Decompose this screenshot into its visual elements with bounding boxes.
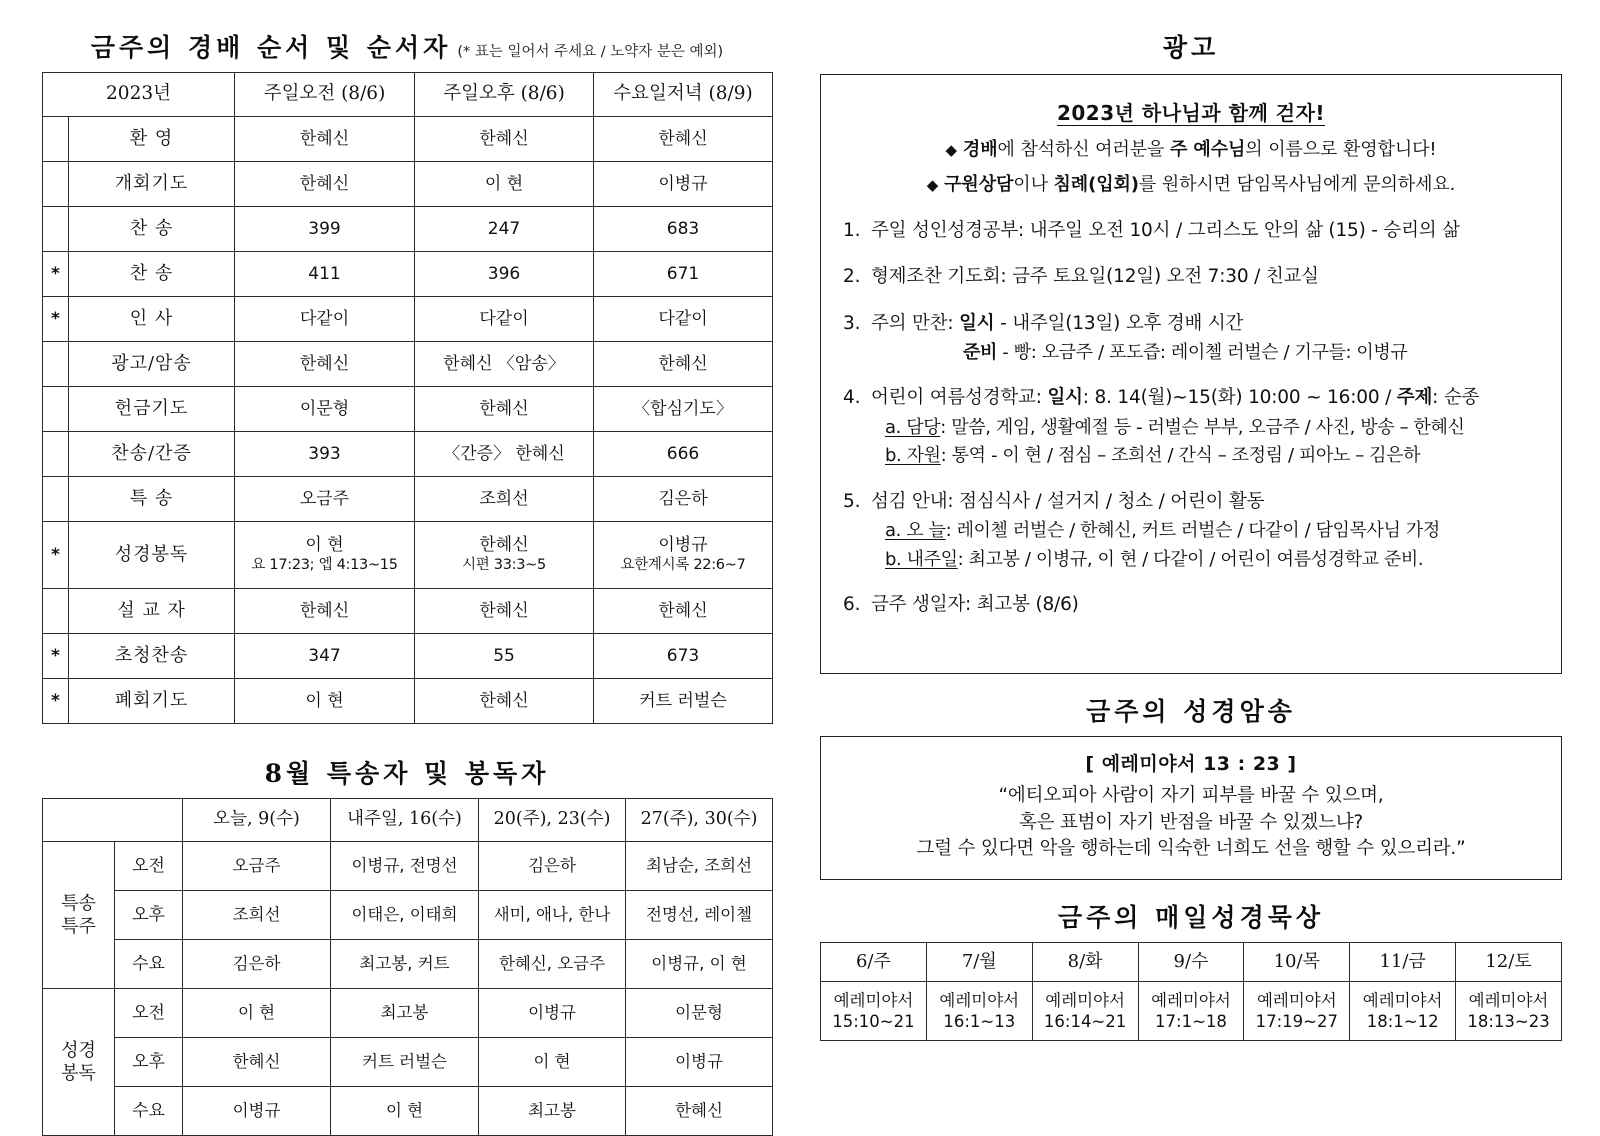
daily-reading-cell	[821, 981, 927, 1040]
assignment-cell: 한혜신	[183, 1038, 331, 1087]
announce-bullet-text: 구원상담이나 침례(입회)를 원하시면 담임목사님에게 문의하세요.	[944, 174, 1456, 195]
month-section-title: 8월 특송자 및 봉독자	[264, 759, 550, 788]
order-cell-am: 이 현	[235, 679, 415, 724]
bible-verse-range: 15:10~21	[832, 1011, 915, 1031]
verse-line: 혹은 표범이 자기 반점을 바꿀 수 있겠느냐?	[1018, 811, 1364, 833]
order-cell-am: 한혜신	[235, 589, 415, 634]
daily-day-header: 9/수	[1138, 942, 1244, 981]
bible-verse-range: 18:1~12	[1366, 1011, 1439, 1031]
order-cell-pm: 한혜신	[415, 387, 594, 432]
daily-reading-cell	[1032, 981, 1138, 1040]
order-cell-am: 한혜신	[235, 162, 415, 207]
header-year: 2023년	[43, 73, 235, 117]
table-row	[43, 162, 773, 207]
order-item-label: 찬 송	[69, 207, 235, 252]
announce-item	[843, 592, 1539, 618]
bible-verse-range: 16:1~13	[943, 1011, 1016, 1031]
header-blank	[43, 799, 183, 842]
order-cell-am: 오금주	[235, 477, 415, 522]
assignment-cell: 이 현	[479, 1038, 626, 1087]
bible-verse-range: 16:14~21	[1043, 1011, 1127, 1031]
order-item-label: 찬 송	[69, 252, 235, 297]
standing-marker: *	[43, 634, 69, 679]
order-cell-pm: 이 현	[415, 162, 594, 207]
left-column	[42, 28, 772, 1136]
announce-item-subtext: a. 오 늘: 레이첼 러벌슨 / 한혜신, 커트 러벌슨 / 다같이 / 담임목사님 가정	[885, 519, 1440, 541]
order-cell-pm: 한혜신	[415, 679, 594, 724]
table-row	[43, 522, 773, 589]
announce-bullet-text: 경배에 참석하신 여러분을 주 예수님의 이름으로 환영합니다!	[962, 139, 1437, 160]
table-row	[821, 981, 1562, 1040]
order-item-label: 개회기도	[69, 162, 235, 207]
order-cell-wed: 이병규 요한계시록 22:6~7	[594, 522, 773, 589]
daily-day-header: 7/월	[926, 942, 1032, 981]
table-row	[43, 1038, 773, 1087]
announce-item-text: 주의 만찬: 일시 - 내주일(13일) 오후 경배 시간	[871, 312, 1244, 334]
order-cell-pm: 396	[415, 252, 594, 297]
right-column	[820, 28, 1562, 1041]
order-item-label: 찬송/간증	[69, 432, 235, 477]
order-cell-am: 이문형	[235, 387, 415, 432]
order-title-note: (* 표는 일어서 주세요 / 노약자 분은 예외)	[457, 44, 724, 60]
verse-reference: [ 예레미야서 13 : 23 ]	[1085, 753, 1297, 775]
order-cell-wed: 이병규	[594, 162, 773, 207]
order-cell-pm: 한혜신 시편 33:3~5	[415, 522, 594, 589]
order-cell-pm: 조희선	[415, 477, 594, 522]
daily-reading-cell	[1350, 981, 1456, 1040]
header-sunday-am: 주일오전 (8/6)	[235, 73, 415, 117]
group-label: 성경 봉독	[43, 989, 115, 1136]
scripture-reference: 요한계시록 22:6~7	[620, 557, 746, 574]
announce-item-text: 금주 생일자: 최고봉 (8/6)	[871, 594, 1079, 616]
order-item-label: 설 교 자	[69, 589, 235, 634]
announce-item-number: 5.	[843, 490, 861, 512]
standing-marker	[43, 432, 69, 477]
announce-item-text: 섬김 안내: 점심식사 / 설거지 / 청소 / 어린이 활동	[871, 490, 1265, 512]
table-row	[43, 842, 773, 891]
announce-bullet	[843, 170, 1539, 196]
daily-reading-cell	[1456, 981, 1562, 1040]
announce-item-number: 3.	[843, 312, 861, 334]
verse-line: 그럴 수 있다면 악을 행하는데 익숙한 너희도 선을 행할 수 있으리라.”	[916, 838, 1466, 860]
table-row	[43, 117, 773, 162]
announce-bullet	[843, 135, 1539, 161]
header-week-3: 20(주), 23(수)	[479, 799, 626, 842]
announce-item-text: 주일 성인성경공부: 내주일 오전 10시 / 그리스도 안의 삶 (15) - 승리의 삶	[871, 220, 1460, 241]
table-row	[43, 207, 773, 252]
announce-item-body	[871, 264, 1539, 290]
verse-section-title: 금주의 성경암송	[1086, 697, 1296, 726]
order-item-label: 초청찬송	[69, 634, 235, 679]
bible-book-name: 예레미야서	[1468, 990, 1549, 1010]
assignment-cell: 이병규	[626, 1038, 773, 1087]
announce-item-subtext: a. 담당: 말씀, 게임, 생활예절 등 - 러벌슨 부부, 오금주 / 사진, 방송 – 한혜신	[885, 416, 1465, 438]
bible-book-name: 예레미야서	[1045, 990, 1125, 1010]
announce-headline-text: 2023년 하나님과 함께 걷자!	[1056, 101, 1326, 125]
standing-marker: *	[43, 297, 69, 342]
announce-item-subtext: b. 내주일: 최고봉 / 이병규, 이 현 / 다같이 / 어린이 여름성경학교 준비.	[885, 548, 1424, 570]
order-cell-wed: 683	[594, 207, 773, 252]
order-cell-am: 한혜신	[235, 117, 415, 162]
order-cell-am: 다같이	[235, 297, 415, 342]
announce-headline	[843, 97, 1539, 126]
bible-book-name: 예레미야서	[1151, 990, 1231, 1010]
assignment-cell: 이 현	[331, 1087, 479, 1136]
announce-item-number: 6.	[843, 594, 861, 616]
monthly-assignment-table	[42, 798, 773, 1136]
memory-verse-box	[820, 736, 1562, 880]
diamond-icon: ◆	[926, 176, 939, 194]
verse-line: “에티오피아 사람이 자기 피부를 바꿀 수 있으며,	[998, 785, 1384, 806]
table-row	[43, 252, 773, 297]
announce-item-text: 형제조찬 기도회: 금주 토요일(12일) 오전 7:30 / 친교실	[871, 266, 1319, 288]
daily-day-header: 11/금	[1350, 942, 1456, 981]
service-time-label: 오후	[115, 1038, 183, 1087]
bible-verse-range: 17:1~18	[1155, 1011, 1227, 1031]
order-cell-wed: 671	[594, 252, 773, 297]
assignment-cell: 이병규, 전명선	[331, 842, 479, 891]
table-row	[43, 940, 773, 989]
table-row	[43, 589, 773, 634]
standing-marker: *	[43, 252, 69, 297]
announcements-box	[820, 74, 1562, 674]
scripture-reference: 시편 33:3~5	[462, 557, 546, 574]
assignment-cell: 전명선, 레이첼	[626, 891, 773, 940]
order-cell-pm: 〈간증〉 한혜신	[415, 432, 594, 477]
standing-marker	[43, 387, 69, 432]
announce-item	[843, 489, 1539, 572]
order-cell-wed: 커트 러벌슨	[594, 679, 773, 724]
announce-item-number: 2.	[843, 266, 861, 288]
order-title-main: 금주의 경배 순서 및 순서자	[90, 33, 452, 62]
bible-book-name: 예레미야서	[1362, 990, 1443, 1010]
announce-item	[843, 385, 1539, 468]
order-item-label: 특 송	[69, 477, 235, 522]
assignment-cell: 오금주	[183, 842, 331, 891]
assignment-cell: 새미, 애나, 한나	[479, 891, 626, 940]
daily-day-header: 12/토	[1456, 942, 1562, 981]
order-cell-wed: 김은하	[594, 477, 773, 522]
order-item-label: 성경봉독	[69, 522, 235, 589]
assignment-cell: 최고봉	[331, 989, 479, 1038]
announce-item-body	[871, 489, 1539, 572]
daily-day-header: 6/주	[821, 942, 927, 981]
order-item-label: 광고/암송	[69, 342, 235, 387]
order-cell-am: 393	[235, 432, 415, 477]
order-cell-wed: 〈합심기도〉	[594, 387, 773, 432]
standing-marker	[43, 162, 69, 207]
order-cell-wed: 한혜신	[594, 342, 773, 387]
order-cell-pm: 55	[415, 634, 594, 679]
daily-reading-cell	[1138, 981, 1244, 1040]
bible-verse-range: 17:19~27	[1255, 1011, 1338, 1031]
order-cell-pm: 한혜신	[415, 117, 594, 162]
announce-item-number: 1.	[843, 220, 861, 241]
table-header-row	[43, 73, 773, 117]
header-week-2: 내주일, 16(수)	[331, 799, 479, 842]
bible-book-name: 예레미야서	[1256, 990, 1337, 1010]
header-sunday-pm: 주일오후 (8/6)	[415, 73, 594, 117]
assignment-cell: 김은하	[183, 940, 331, 989]
table-row	[43, 432, 773, 477]
announce-item-number: 4.	[843, 387, 861, 409]
daily-day-header: 10/목	[1244, 942, 1350, 981]
standing-marker: *	[43, 522, 69, 589]
assignment-cell: 커트 러벌슨	[331, 1038, 479, 1087]
service-time-label: 수요	[115, 1087, 183, 1136]
announce-item-text: 어린이 여름성경학교: 일시: 8. 14(월)~15(화) 10:00 ~ 16:00 / 주제: 순종	[871, 387, 1480, 409]
announce-item	[843, 311, 1539, 366]
announce-item-body	[871, 311, 1539, 366]
assignment-cell: 한혜신	[626, 1087, 773, 1136]
order-cell-pm: 다같이	[415, 297, 594, 342]
standing-marker	[43, 342, 69, 387]
order-cell-pm: 한혜신	[415, 589, 594, 634]
bible-book-name: 예레미야서	[833, 990, 914, 1010]
daily-section-title: 금주의 매일성경묵상	[1057, 902, 1325, 932]
header-week-4: 27(주), 30(수)	[626, 799, 773, 842]
table-header-row	[821, 942, 1562, 981]
order-cell-am: 411	[235, 252, 415, 297]
order-cell-pm: 247	[415, 207, 594, 252]
table-row	[43, 679, 773, 724]
diamond-icon: ◆	[945, 141, 957, 159]
table-row	[43, 342, 773, 387]
order-cell-am: 347	[235, 634, 415, 679]
order-item-label: 헌금기도	[69, 387, 235, 432]
standing-marker	[43, 117, 69, 162]
service-time-label: 오전	[115, 842, 183, 891]
order-section-title	[42, 28, 772, 64]
order-cell-am: 한혜신	[235, 342, 415, 387]
table-row	[43, 1087, 773, 1136]
assignment-cell: 조희선	[183, 891, 331, 940]
announce-section-title: 광고	[1162, 33, 1220, 62]
announce-item-body	[871, 592, 1539, 618]
announce-item-subtext: b. 자원: 통역 - 이 현 / 점심 – 조희선 / 간식 – 조정림 / 피아노 – 김은하	[885, 445, 1421, 467]
scripture-reference: 요 17:23; 엡 4:13~15	[251, 557, 398, 574]
order-cell-wed: 한혜신	[594, 589, 773, 634]
bible-book-name: 예레미야서	[939, 990, 1020, 1010]
order-cell-wed: 673	[594, 634, 773, 679]
announce-item-body	[871, 385, 1539, 468]
daily-reading-cell	[926, 981, 1032, 1040]
order-cell-wed: 한혜신	[594, 117, 773, 162]
table-row	[43, 634, 773, 679]
daily-reading-cell	[1244, 981, 1350, 1040]
order-cell-wed: 다같이	[594, 297, 773, 342]
assignment-cell: 김은하	[479, 842, 626, 891]
standing-marker	[43, 589, 69, 634]
table-row	[43, 477, 773, 522]
order-item-label: 인 사	[69, 297, 235, 342]
order-cell-pm: 한혜신 〈암송〉	[415, 342, 594, 387]
header-week-1: 오늘, 9(수)	[183, 799, 331, 842]
assignment-cell: 이 현	[183, 989, 331, 1038]
standing-marker	[43, 477, 69, 522]
order-item-label: 환 영	[69, 117, 235, 162]
group-label: 특송 특주	[43, 842, 115, 989]
assignment-cell: 이병규, 이 현	[626, 940, 773, 989]
table-row	[43, 891, 773, 940]
assignment-cell: 이문형	[626, 989, 773, 1038]
table-row	[43, 297, 773, 342]
assignment-cell: 이병규	[479, 989, 626, 1038]
table-header-row	[43, 799, 773, 842]
header-wednesday: 수요일저녁 (8/9)	[594, 73, 773, 117]
assignment-cell: 최고봉, 커트	[331, 940, 479, 989]
verse-text	[835, 783, 1547, 863]
daily-day-header: 8/화	[1032, 942, 1138, 981]
service-time-label: 오전	[115, 989, 183, 1038]
announce-item-body	[871, 218, 1539, 244]
service-time-label: 수요	[115, 940, 183, 989]
order-item-label: 폐회기도	[69, 679, 235, 724]
worship-order-table	[42, 72, 773, 724]
assignment-cell: 이병규	[183, 1087, 331, 1136]
assignment-cell: 최남순, 조희선	[626, 842, 773, 891]
assignment-cell: 최고봉	[479, 1087, 626, 1136]
bible-verse-range: 18:13~23	[1467, 1011, 1550, 1031]
assignment-cell: 이태은, 이태희	[331, 891, 479, 940]
announce-item-subtext: 준비 - 빵: 오금주 / 포도즙: 레이첼 러벌슨 / 기구들: 이병규	[963, 341, 1408, 363]
announce-item-list	[843, 218, 1539, 618]
announce-bullet-list	[843, 135, 1539, 196]
order-cell-wed: 666	[594, 432, 773, 477]
table-row	[43, 387, 773, 432]
service-time-label: 오후	[115, 891, 183, 940]
standing-marker	[43, 207, 69, 252]
assignment-cell: 한혜신, 오금주	[479, 940, 626, 989]
order-cell-am: 399	[235, 207, 415, 252]
announce-item	[843, 264, 1539, 290]
order-cell-am: 이 현 요 17:23; 엡 4:13~15	[235, 522, 415, 589]
table-row	[43, 989, 773, 1038]
daily-reading-table	[820, 942, 1562, 1041]
announce-item	[843, 218, 1539, 244]
standing-marker: *	[43, 679, 69, 724]
